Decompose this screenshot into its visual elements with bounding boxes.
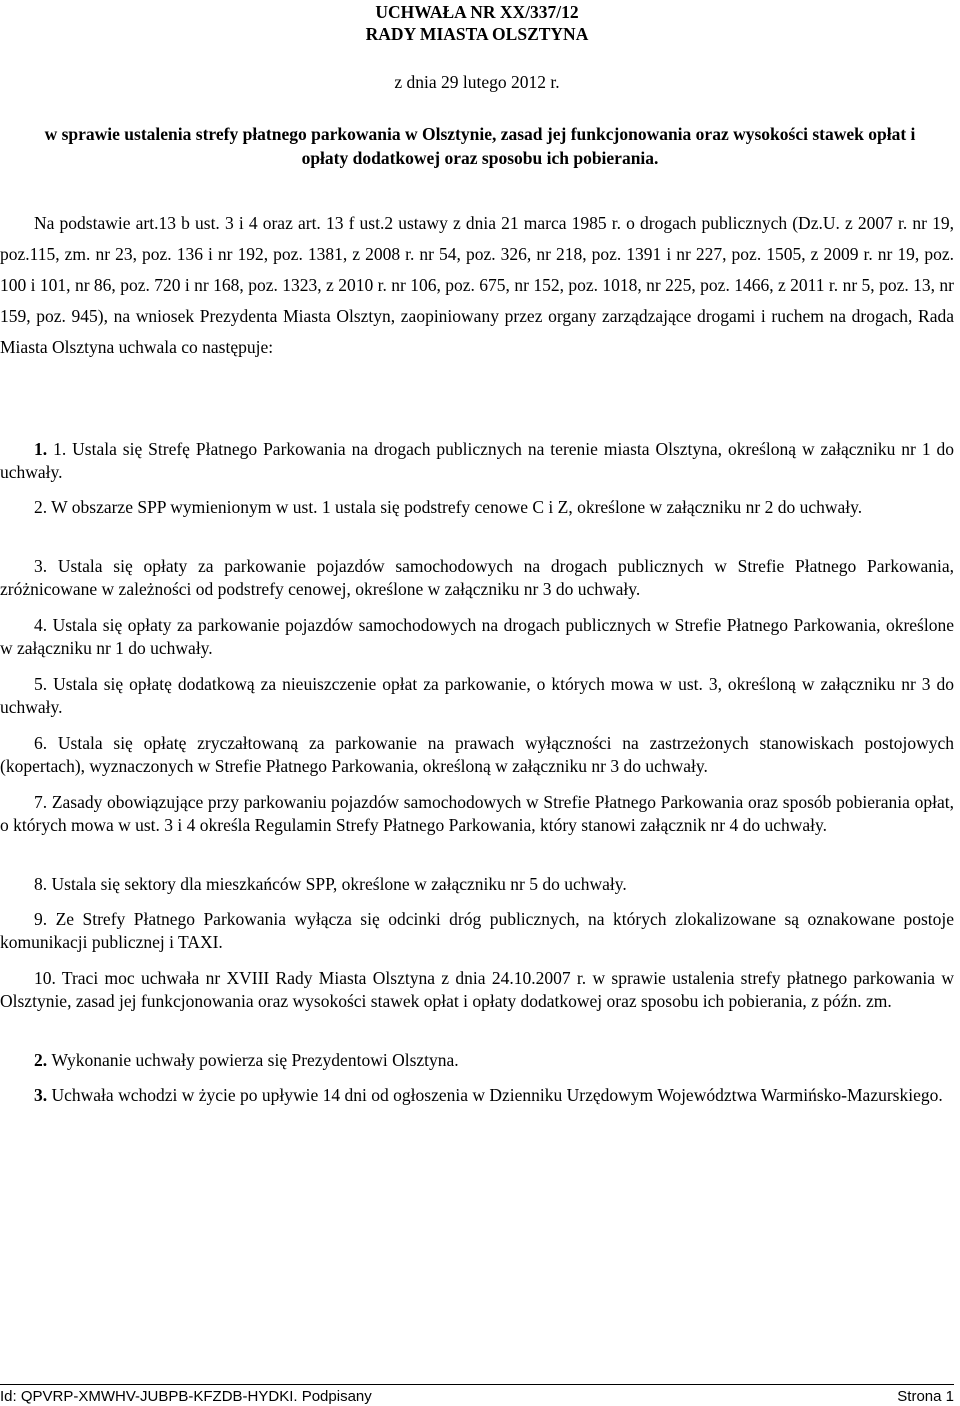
paragraph-1-5: 5. Ustala się opłatę dodatkową za nieuiszczenie opłat za parkowanie, o których mowa w ust. 3, określoną w załączniku nr 3 do uchwały. (0, 674, 954, 717)
resolution-date: z dnia 29 lutego 2012 r. (394, 72, 560, 92)
paragraph-1-10: 10. Traci moc uchwała nr XVIII Rady Miasta Olsztyna z dnia 24.10.2007 r. w sprawie ustalenia strefy płatnego parkowania w Olsztynie, zasad jej funkcjonowania oraz wysokości stawek opłat i opłaty dodatkowej oraz sposobu ich pobierania, z późn. zm. (0, 968, 954, 1011)
paragraph-3 (0, 1084, 954, 1107)
section-number: 2. (34, 1050, 52, 1070)
page-number: Strona 1 (897, 1388, 954, 1405)
paragraph-1-1 (0, 438, 954, 484)
council-name: RADY MIASTA OLSZTYNA (365, 24, 589, 44)
resolution-subject: w sprawie ustalenia strefy płatnego parkowania w Olsztynie, zasad jej funkcjonowania oraz wysokości stawek opłat i opłaty dodatkowej oraz sposobu ich pobierania. (44, 124, 916, 168)
paragraph-1-4: 4. Ustala się opłaty za parkowanie pojazdów samochodowych na drogach publicznych w Strefie Płatnego Parkowania, określone w załączniku nr 1 do uchwały. (0, 615, 954, 658)
resolution-title: UCHWAŁA NR XX/337/12 (375, 2, 579, 22)
paragraph-text: Uchwała wchodzi w życie po upływie 14 dni od ogłoszenia w Dzienniku Urzędowym Województwa Warmińsko-Mazurskiego. (51, 1085, 943, 1105)
paragraph-1-6: 6. Ustala się opłatę zryczałtowaną za parkowanie na prawach wyłączności na zastrzeżonych stanowiskach postojowych (kopertach), wyznaczonych w Strefie Płatnego Parkowania, określoną w załączniku nr 3 do uchwały. (0, 733, 954, 776)
paragraph-1-2: 2. W obszarze SPP wymienionym w ust. 1 ustala się podstrefy cenowe C i Z, określone w załączniku nr 2 do uchwały. (34, 497, 863, 517)
paragraph-text: Wykonanie uchwały powierza się Prezydentowi Olsztyna. (51, 1050, 459, 1070)
paragraph-text: 1. Ustala się Strefę Płatnego Parkowania na drogach publicznych na terenie miasta Olsztyna, określoną w załączniku nr 1 do uchwały. (0, 439, 955, 482)
page-footer (0, 1384, 954, 1405)
paragraph-1-9: 9. Ze Strefy Płatnego Parkowania wyłącza się odcinki dróg publicznych, na których zlokalizowane są oznakowane postoje komunikacji publicznej i TAXI. (0, 909, 954, 952)
paragraph-1-8: 8. Ustala się sektory dla mieszkańców SPP, określone w załączniku nr 5 do uchwały. (34, 874, 627, 894)
paragraph-1-7: 7. Zasady obowiązujące przy parkowaniu pojazdów samochodowych w Strefie Płatnego Parkowania oraz sposób pobierania opłat, o których mowa w ust. 3 i 4 określa Regulamin Strefy Płatnego Parkowania, który stanowi załącznik nr 4 do uchwały. (0, 792, 954, 835)
paragraph-1-3: 3. Ustala się opłaty za parkowanie pojazdów samochodowych na drogach publicznych w Strefie Płatnego Parkowania, zróżnicowane w zależności od podstrefy cenowej, określone w załączniku nr 3 do uchwały. (0, 556, 954, 599)
section-number: 3. (34, 1085, 52, 1105)
document-id: Id: QPVRP-XMWHV-JUBPB-KFZDB-HYDKI. Podpisany (0, 1388, 372, 1405)
section-number: 1. (34, 439, 54, 459)
legal-basis: Na podstawie art.13 b ust. 3 i 4 oraz art. 13 f ust.2 ustawy z dnia 21 marca 1985 r. o drogach publicznych (Dz.U. z 2007 r. nr 19, poz.115, zm. nr 23, poz. 136 i nr 192, poz. 1381, z 2008 r. nr 54, poz. 326, nr 218, poz. 1391 i nr 227, poz. 1505, z 2009 r. nr 19, poz. 100 i 101, nr 86, poz. 720 i nr 168, poz. 1323, z 2010 r. nr 106, poz. 675, nr 152, poz. 1018, nr 225, poz. 1466, z 2011 r. nr 5, poz. 13, nr 159, poz. 945), na wniosek Prezydenta Miasta Olsztyn, zaopiniowany przez organy zarządzające drogami i ruchem na drogach, Rada Miasta Olsztyna uchwala co następuje: (0, 213, 954, 357)
paragraph-2 (0, 1049, 954, 1072)
